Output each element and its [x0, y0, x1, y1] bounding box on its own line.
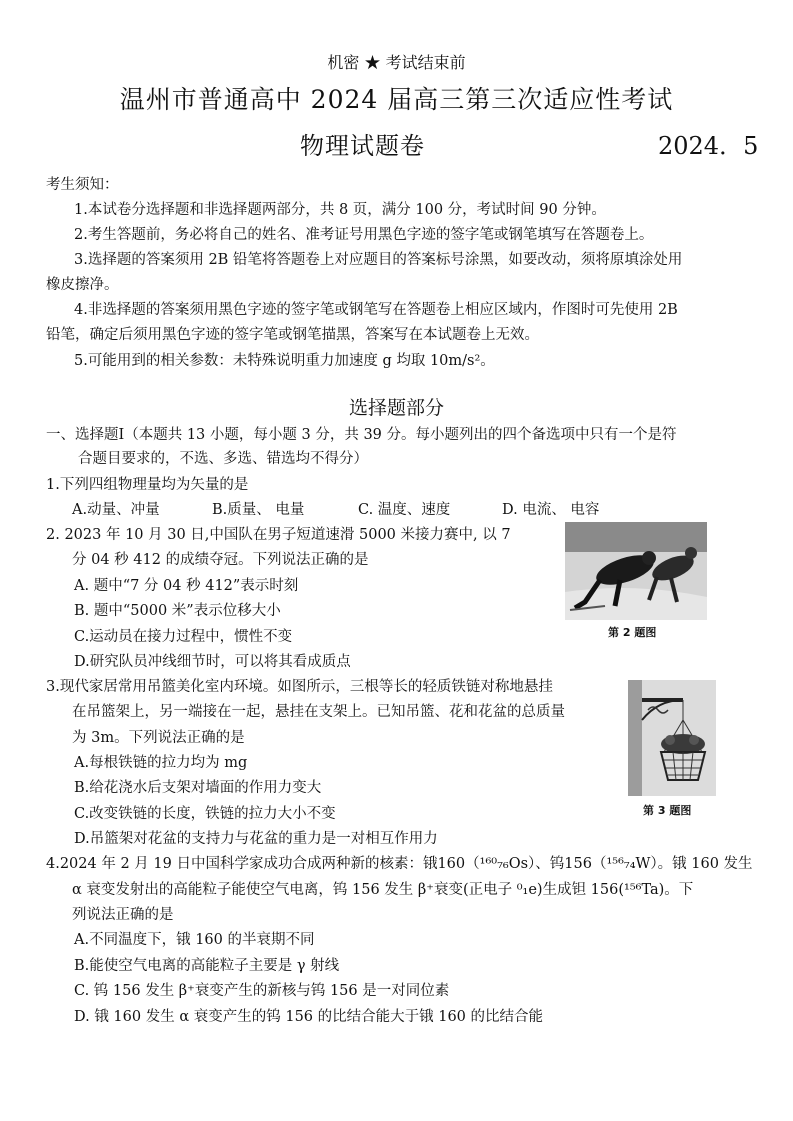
option-b: B.给花浇水后支架对墙面的作用力变大 — [74, 780, 322, 796]
option-c: C. 钨 156 发生 β⁺衰变产生的新核与钨 156 是一对同位素 — [74, 983, 450, 999]
option-d: D. 锇 160 发生 α 衰变产生的钨 156 的比结合能大于锇 160 的比结合能 — [74, 1009, 544, 1025]
option-d: D.吊篮架对花盆的支持力与花盆的重力是一对相互作用力 — [74, 831, 438, 847]
option-c: C.改变铁链的长度，铁链的拉力大小不变 — [74, 806, 336, 822]
notice-item: 5.可能用到的相关参数：未特殊说明重力加速度 g 均取 10m/s²。 — [74, 353, 495, 369]
notice-item-cont: 橡皮擦净。 — [46, 277, 119, 293]
option-a: A.每根铁链的拉力均为 mg — [74, 755, 248, 771]
speed-skating-photo — [565, 522, 707, 620]
question-stem-cont: 在吊篮架上，另一端接在一起，悬挂在支架上。已知吊篮、花和花盆的总质量 — [72, 704, 565, 720]
option-d: D.研究队员冲线细节时，可以将其看成质点 — [74, 654, 351, 670]
option-b: B.能使空气电离的高能粒子主要是 γ 射线 — [74, 958, 340, 974]
notice-item: 1.本试卷分选择题和非选择题两部分，共 8 页，满分 100 分，考试时间 90 分钟。 — [74, 202, 606, 218]
option-b: B. 题中“5000 米”表示位移大小 — [74, 603, 281, 619]
part1-instruction: 一、选择题Ⅰ（本题共 13 小题，每小题 3 分，共 39 分。每小题列出的四个备选项中只有一个是符 — [46, 427, 677, 443]
option-a: A.动量、冲量 — [72, 502, 160, 518]
figure-2-caption: 第 2 题图 — [608, 626, 657, 639]
question-stem: 2. 2023 年 10 月 30 日,中国队在男子短道速滑 5000 米接力赛中, 以 7 — [46, 527, 511, 543]
paper-subtitle: 物理试题卷 — [300, 132, 425, 160]
question-stem-cont: α 衰变发射出的高能粒子能使空气电离，钨 156 发生 β⁺衰变(正电子 ⁰₁e)生成钽 156(¹⁵⁶Ta)。下 — [72, 882, 694, 898]
question-stem-cont: 分 04 秒 412 的成绩夺冠。下列说法正确的是 — [72, 552, 369, 568]
notice-item: 3.选择题的答案须用 2B 铅笔将答题卷上对应题目的答案标号涂黑，如要改动，须将原填涂处用 — [74, 252, 683, 268]
question-stem-cont: 为 3m。下列说法正确的是 — [72, 730, 245, 746]
option-a: A. 题中“7 分 04 秒 412”表示时刻 — [74, 578, 299, 594]
figure-3-caption: 第 3 题图 — [643, 804, 692, 817]
question-stem: 4.2024 年 2 月 19 日中国科学家成功合成两种新的核素：锇160（¹⁶⁰₇₆Os）、钨156（¹⁵⁶₇₄W）。锇 160 发生 — [46, 856, 753, 872]
option-d: D. 电流、 电容 — [502, 502, 600, 518]
option-a: A.不同温度下，锇 160 的半衰期不同 — [74, 932, 315, 948]
option-c: C. 温度、速度 — [358, 502, 451, 518]
exam-date: 2024．5 — [658, 132, 759, 160]
notice-item-cont: 铅笔，确定后须用黑色字迹的签字笔或钢笔描黑，答案写在本试题卷上无效。 — [46, 327, 539, 343]
confidential-mark: 机密 ★ 考试结束前 — [327, 53, 466, 72]
skaters-illustration — [565, 522, 707, 620]
notice-heading: 考生须知： — [46, 177, 119, 193]
exam-title: 温州市普通高中 2024 届高三第三次适应性考试 — [119, 85, 674, 114]
hanging-basket-photo — [628, 680, 716, 796]
basket-illustration — [628, 680, 716, 796]
option-c: C.运动员在接力过程中，惯性不变 — [74, 629, 293, 645]
question-stem-cont: 列说法正确的是 — [72, 907, 174, 923]
part1-instruction-cont: 合题目要求的，不选、多选、错选均不得分） — [78, 451, 368, 467]
section-title: 选择题部分 — [348, 397, 444, 419]
notice-item: 2.考生答题前，务必将自己的姓名、准考证号用黑色字迹的签字笔或钢笔填写在答题卷上。 — [74, 227, 654, 243]
option-b: B.质量、 电量 — [212, 502, 305, 518]
question-stem: 3.现代家居常用吊篮美化室内环境。如图所示，三根等长的轻质铁链对称地悬挂 — [46, 679, 553, 695]
question-stem: 1.下列四组物理量均为矢量的是 — [46, 477, 249, 493]
notice-item: 4.非选择题的答案须用黑色字迹的签字笔或钢笔写在答题卷上相应区域内，作图时可先使用 2B — [74, 302, 678, 318]
